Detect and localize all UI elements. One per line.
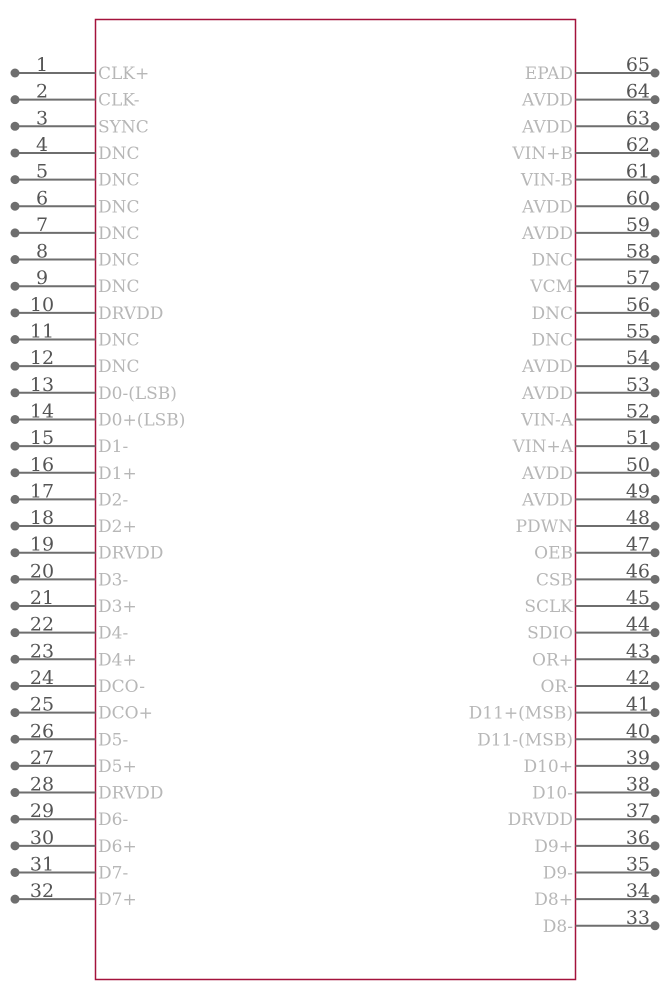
pin-terminal-dot (651, 442, 660, 451)
pin-label: D3- (98, 570, 129, 591)
pin-9 (11, 267, 140, 297)
pin-46 (536, 560, 660, 590)
pin-terminal-dot (11, 95, 20, 104)
pin-number: 37 (625, 800, 650, 823)
pin-terminal-dot (651, 708, 660, 717)
pin-33 (543, 907, 660, 937)
pin-label: AVDD (522, 490, 573, 511)
pin-terminal-dot (11, 468, 20, 477)
pin-label: CLK+ (98, 64, 150, 84)
pin-37 (508, 800, 660, 830)
pin-terminal-dot (651, 335, 660, 344)
pin-terminal-dot (651, 468, 660, 477)
pin-35 (543, 854, 660, 884)
pin-number: 24 (29, 666, 55, 689)
pin-17 (11, 480, 129, 510)
pin-label: DNC (98, 170, 140, 191)
pin-terminal-dot (11, 495, 20, 504)
pin-terminal-dot (651, 228, 660, 237)
pin-label: AVDD (522, 357, 573, 378)
pin-label: D8- (542, 916, 573, 937)
pin-number: 20 (29, 560, 55, 583)
pin-label: DNC (98, 223, 140, 244)
pin-27 (11, 747, 137, 777)
pin-number: 23 (29, 640, 55, 663)
ic-body-outline (96, 20, 576, 980)
pin-terminal-dot (651, 95, 660, 104)
pin-label: D6- (98, 810, 129, 831)
pin-3 (11, 107, 149, 137)
pin-number: 62 (625, 133, 650, 156)
pin-44 (527, 614, 659, 644)
pin-label: D5- (98, 730, 129, 751)
pin-50 (521, 454, 659, 484)
pin-label: D3+ (98, 597, 137, 617)
pin-12 (11, 347, 140, 377)
pin-38 (532, 774, 660, 804)
pin-label: VCM (530, 277, 573, 298)
pin-number: 27 (29, 746, 55, 769)
pin-terminal-dot (11, 388, 20, 397)
pin-number: 52 (625, 400, 650, 423)
pin-number: 36 (625, 826, 650, 849)
pin-label: OEB (534, 543, 573, 564)
pin-number: 33 (625, 906, 650, 929)
pin-47 (534, 534, 659, 564)
pin-number: 56 (625, 293, 650, 316)
pin-label: D11+(MSB) (468, 703, 573, 724)
pin-31 (11, 854, 129, 884)
pin-number: 3 (35, 107, 49, 130)
pin-label: DCO- (98, 676, 145, 697)
pin-36 (534, 827, 659, 857)
pin-terminal-dot (651, 122, 660, 131)
pin-7 (11, 214, 140, 244)
pin-number: 5 (35, 160, 49, 183)
pin-number: 35 (625, 853, 650, 876)
pin-terminal-dot (651, 69, 660, 78)
pin-number: 34 (625, 880, 650, 903)
pin-55 (531, 321, 659, 351)
pin-label: SCLK (524, 597, 573, 617)
pin-terminal-dot (651, 362, 660, 371)
pin-label: DNC (98, 143, 140, 164)
pin-terminal-dot (651, 895, 660, 904)
pin-label: D11-(MSB) (477, 730, 573, 751)
pin-number: 10 (29, 293, 55, 316)
pin-terminal-dot (651, 415, 660, 424)
pin-number: 64 (625, 80, 650, 103)
pin-terminal-dot (11, 148, 20, 157)
pin-number: 2 (35, 80, 49, 103)
pin-number: 11 (29, 320, 55, 343)
pin-59 (521, 214, 659, 244)
pin-label: CSB (535, 570, 573, 591)
pin-number: 39 (625, 746, 650, 769)
pin-18 (11, 507, 137, 537)
pin-58 (531, 241, 659, 271)
pin-terminal-dot (651, 788, 660, 797)
pin-number: 4 (35, 133, 49, 156)
pin-number: 48 (625, 507, 650, 530)
pin-number: 28 (29, 773, 55, 796)
pin-terminal-dot (651, 148, 660, 157)
pin-label: D10+ (523, 756, 573, 777)
pin-terminal-dot (651, 282, 660, 291)
pin-number: 19 (29, 533, 55, 556)
pin-8 (11, 241, 140, 271)
pin-terminal-dot (651, 681, 660, 690)
pin-terminal-dot (651, 921, 660, 930)
pin-45 (524, 587, 659, 617)
pin-15 (11, 427, 129, 457)
pin-number: 47 (625, 533, 650, 556)
pin-terminal-dot (11, 442, 20, 451)
pin-label: D9+ (534, 836, 573, 857)
pin-28 (11, 774, 164, 804)
pin-label: SYNC (98, 117, 149, 138)
pin-terminal-dot (11, 788, 20, 797)
pin-39 (523, 747, 659, 777)
pin-number: 44 (625, 613, 650, 636)
pin-label: DCO+ (98, 703, 153, 724)
pin-number: 16 (29, 453, 55, 476)
pin-label: AVDD (522, 223, 573, 244)
pin-number: 25 (29, 693, 55, 716)
pin-terminal-dot (11, 255, 20, 264)
pin-label: AVDD (522, 197, 573, 218)
pin-number: 43 (625, 640, 650, 663)
right-pin-column (469, 54, 660, 937)
pin-52 (520, 400, 659, 430)
pin-53 (521, 374, 659, 404)
pin-number: 6 (35, 187, 49, 210)
pin-terminal-dot (651, 602, 660, 611)
pin-number: 12 (29, 347, 55, 370)
pin-label: VIN-A (521, 410, 573, 431)
pin-number: 57 (625, 267, 650, 290)
pin-label: CLK- (98, 90, 140, 111)
pin-label: D0+(LSB) (98, 410, 186, 431)
pin-number: 41 (625, 693, 650, 716)
pin-number: 18 (29, 507, 55, 530)
pin-terminal-dot (11, 681, 20, 690)
pin-40 (477, 720, 659, 750)
pin-label: PDWN (515, 517, 573, 538)
pin-label: VIN-B (520, 170, 573, 191)
pin-terminal-dot (11, 335, 20, 344)
pin-25 (11, 694, 153, 724)
pin-terminal-dot (11, 761, 20, 770)
pin-number: 54 (625, 347, 650, 370)
pin-label: DRVDD (507, 810, 573, 831)
pin-label: DRVDD (98, 783, 164, 804)
pin-62 (511, 134, 659, 164)
pin-number: 30 (29, 826, 55, 849)
pin-56 (531, 294, 659, 324)
pin-terminal-dot (651, 202, 660, 211)
pin-41 (469, 694, 660, 724)
pin-label: AVDD (522, 117, 573, 138)
pin-terminal-dot (11, 708, 20, 717)
pin-label: DNC (98, 330, 140, 351)
pin-number: 9 (35, 267, 49, 290)
pin-34 (534, 880, 659, 910)
pin-terminal-dot (11, 415, 20, 424)
pin-terminal-dot (11, 122, 20, 131)
pin-terminal-dot (11, 655, 20, 664)
pin-label: D1+ (98, 463, 137, 484)
pin-number: 45 (625, 587, 650, 609)
pin-label: DNC (98, 277, 140, 298)
pin-label: D7+ (98, 890, 137, 911)
pin-terminal-dot (11, 308, 20, 317)
pin-label: D10- (531, 783, 573, 804)
pin-24 (11, 667, 145, 697)
pin-terminal-dot (11, 202, 20, 211)
pin-terminal-dot (651, 308, 660, 317)
pin-5 (11, 161, 140, 191)
pin-label: OR+ (532, 650, 573, 671)
pin-terminal-dot (11, 228, 20, 237)
pin-number: 32 (29, 880, 55, 903)
pin-label: DNC (531, 250, 573, 271)
pin-label: D7- (98, 863, 129, 884)
pin-terminal-dot (11, 868, 20, 877)
pin-63 (521, 107, 659, 137)
pin-label: AVDD (522, 463, 573, 484)
pin-terminal-dot (651, 868, 660, 877)
pin-number: 22 (29, 613, 55, 636)
pin-number: 65 (625, 54, 650, 76)
pin-42 (541, 667, 660, 697)
pin-number: 17 (29, 480, 55, 503)
pin-10 (11, 294, 164, 324)
pin-terminal-dot (651, 175, 660, 184)
pin-label: SDIO (527, 623, 573, 644)
pin-label: D6+ (98, 836, 137, 857)
pin-terminal-dot (11, 602, 20, 611)
pin-terminal-dot (651, 815, 660, 824)
pin-20 (11, 560, 129, 590)
pin-number: 1 (35, 54, 49, 76)
pin-terminal-dot (651, 735, 660, 744)
pin-2 (11, 81, 140, 111)
pin-terminal-dot (11, 628, 20, 637)
pin-label: D4+ (98, 650, 137, 671)
pin-label: DNC (98, 250, 140, 271)
pin-13 (11, 374, 177, 404)
pin-terminal-dot (11, 175, 20, 184)
pin-label: AVDD (522, 383, 573, 404)
pin-43 (532, 640, 659, 670)
pin-label: D8+ (534, 890, 573, 911)
pin-label: D9- (542, 863, 573, 884)
pin-terminal-dot (11, 362, 20, 371)
pin-label: D5+ (98, 756, 137, 777)
pin-number: 40 (625, 720, 650, 743)
pin-terminal-dot (651, 548, 660, 557)
pin-label: VIN+A (512, 437, 573, 458)
pin-60 (521, 187, 659, 217)
pin-number: 13 (29, 373, 55, 396)
left-pin-column (11, 54, 186, 910)
pin-number: 31 (29, 853, 55, 876)
pin-terminal-dot (11, 575, 20, 584)
pin-label: OR- (540, 676, 573, 697)
pin-49 (521, 480, 659, 510)
pin-number: 58 (625, 240, 650, 263)
pin-32 (11, 880, 137, 910)
pin-terminal-dot (651, 255, 660, 264)
pin-26 (11, 720, 129, 750)
pin-terminal-dot (651, 522, 660, 531)
pin-54 (521, 347, 659, 377)
pin-terminal-dot (11, 815, 20, 824)
pin-number: 49 (625, 480, 650, 503)
pin-number: 61 (625, 160, 650, 183)
pin-23 (11, 640, 137, 670)
pin-terminal-dot (651, 655, 660, 664)
pin-30 (11, 827, 137, 857)
pin-61 (520, 161, 660, 191)
pin-number: 21 (29, 587, 55, 609)
pin-number: 55 (625, 320, 650, 343)
pin-number: 60 (625, 187, 650, 210)
pin-number: 59 (625, 213, 650, 236)
pin-label: VIN+B (512, 143, 573, 164)
pin-14 (11, 400, 186, 430)
pin-terminal-dot (11, 895, 20, 904)
pin-label: DRVDD (98, 303, 164, 324)
pin-label: D2- (98, 490, 129, 511)
pin-57 (529, 267, 659, 297)
pin-label: D1- (98, 437, 129, 458)
pin-terminal-dot (651, 575, 660, 584)
pin-label: AVDD (522, 90, 573, 111)
pin-19 (11, 534, 164, 564)
pin-number: 8 (35, 240, 49, 263)
pin-label: DNC (98, 357, 140, 378)
pin-number: 14 (29, 400, 55, 423)
pin-label: DRVDD (98, 543, 164, 564)
pin-label: DNC (98, 197, 140, 218)
pin-terminal-dot (651, 388, 660, 397)
pin-number: 15 (29, 427, 55, 450)
pin-6 (11, 187, 140, 217)
pin-number: 53 (625, 373, 650, 396)
pin-number: 42 (625, 666, 650, 689)
pin-4 (11, 134, 140, 164)
pin-terminal-dot (11, 282, 20, 291)
pin-1 (11, 54, 150, 84)
pin-terminal-dot (651, 761, 660, 770)
pin-terminal-dot (11, 69, 20, 78)
pin-number: 50 (625, 453, 650, 476)
pin-number: 29 (29, 800, 55, 823)
pin-label: D2+ (98, 517, 137, 538)
pin-terminal-dot (11, 735, 20, 744)
pin-terminal-dot (11, 841, 20, 850)
pin-21 (11, 587, 137, 617)
pin-number: 26 (29, 720, 55, 743)
pin-terminal-dot (651, 841, 660, 850)
pin-terminal-dot (651, 628, 660, 637)
pin-number: 63 (625, 107, 650, 130)
pin-22 (11, 614, 129, 644)
pin-number: 46 (625, 560, 650, 583)
pin-label: D0-(LSB) (98, 383, 177, 404)
pin-terminal-dot (11, 522, 20, 531)
pin-number: 7 (35, 213, 49, 236)
pin-65 (525, 54, 660, 84)
pin-64 (521, 81, 659, 111)
pin-label: DNC (531, 303, 573, 324)
pin-29 (11, 800, 129, 830)
pin-terminal-dot (651, 495, 660, 504)
pin-number: 38 (625, 773, 650, 796)
pin-label: EPAD (524, 64, 573, 84)
pin-16 (11, 454, 137, 484)
pin-number: 51 (625, 427, 650, 450)
pin-label: DNC (531, 330, 573, 351)
pin-label: D4- (98, 623, 129, 644)
pin-terminal-dot (11, 548, 20, 557)
pin-11 (11, 321, 140, 351)
pin-51 (512, 427, 660, 457)
pin-48 (516, 507, 660, 537)
